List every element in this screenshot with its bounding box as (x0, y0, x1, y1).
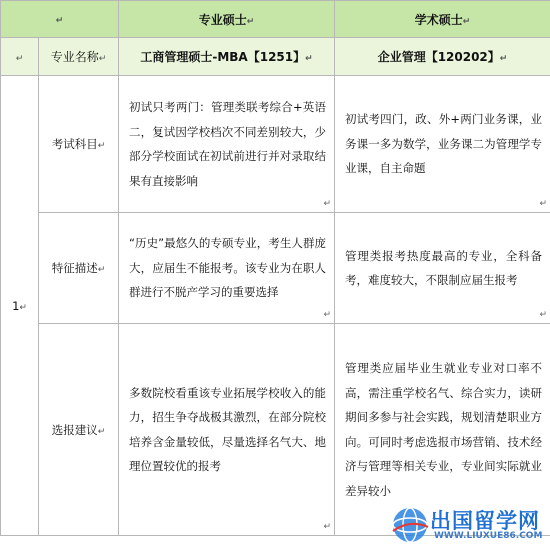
cell-academic-features: 管理类报考热度最高的专业，全科备考，难度较大，不限制应届生报考 ↵ (335, 213, 550, 324)
watermark-title: 出国留学网 (430, 509, 540, 533)
cell-mba-features: “历史”最悠久的专硕专业，考生人群庞大，应届生不能报考。该专业为在职人群进行不脱产学习的重要选择 ↵ (119, 213, 335, 324)
row-label-recommendations: 选报建议↵ (39, 324, 119, 536)
subheader-mark-cell: ↵ (1, 38, 39, 76)
cell-mba-recommendations: 多数院校看重该专业拓展学校收入的能力，招生争夺战极其激烈，在部分院校培养含金量较低，尽量选择名气大、地理位置较优的报考 ↵ (119, 324, 335, 536)
major-name-mba: 工商管理硕士-MBA【1251】↵ (119, 38, 335, 76)
major-name-business-management: 企业管理【120202】↵ (335, 38, 550, 76)
header-corner (1, 1, 119, 38)
row-label-features: 特征描述↵ (39, 213, 119, 324)
major-name-label: 专业名称↵ (39, 38, 119, 76)
cell-academic-recommendations: 管理类应届毕业生就业专业对口率不高，需注重学校名气、综合实力，读研期间多参与社会实践，规划清楚职业方向。可同时考虑选报市场营销、技术经济与管理等相关专业，专业间实际就业差异较小 (335, 324, 550, 536)
cell-mba-exam-subjects: 初试只考两门：管理类联考综合+英语二，复试因学校档次不同差别较大，少部分学校面试在初试前进行并对录取结果有直接影响 ↵ (119, 76, 335, 213)
globe-icon (390, 505, 430, 545)
watermark-url: WWW.LIUXUE86.COM (434, 531, 543, 541)
watermark-logo (388, 503, 548, 547)
header-academic-master: 学术硕士↵ (335, 1, 550, 38)
group-number-cell: 1↵ (1, 76, 39, 536)
table-row (1, 213, 550, 324)
header-professional-master: 专业硕士↵ (119, 1, 335, 38)
paragraph-mark: ↵ (55, 16, 64, 26)
table-row (1, 76, 550, 213)
header-row (1, 1, 550, 38)
cell-academic-exam-subjects: 初试考四门，政、外+两门业务课，业务课一多为数学，业务课二为管理学专业课，自主命题 ↵ (335, 76, 550, 213)
major-name-row (1, 38, 550, 76)
row-label-exam-subjects: 考试科目↵ (39, 76, 119, 213)
